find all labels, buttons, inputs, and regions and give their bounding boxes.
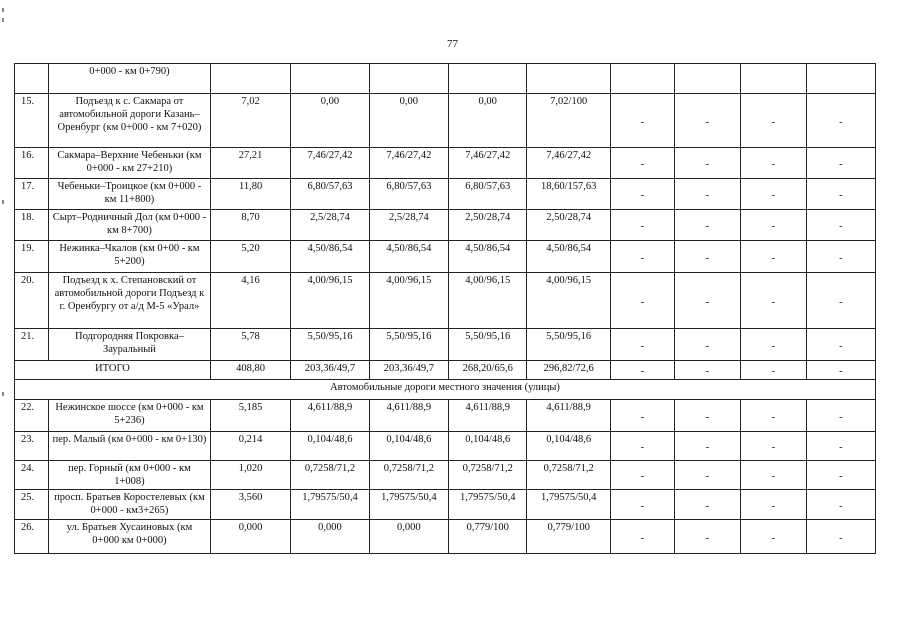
table-section-header (15, 380, 876, 400)
table-row (15, 461, 876, 490)
value-cell: 1,79575/50,4 (291, 490, 369, 520)
dash-cell: - (806, 520, 875, 554)
value-cell: 268,20/65,6 (449, 361, 527, 380)
value-cell: 4,00/96,15 (527, 273, 611, 329)
dash-cell: - (610, 520, 674, 554)
dash-cell: - (806, 273, 875, 329)
value-cell: 5,50/95,16 (527, 329, 611, 361)
dash-cell: - (610, 94, 674, 148)
dash-cell: - (674, 361, 740, 380)
road-name-cell: Подъезд к с. Сакмара от автомобильной дороги Казань–Оренбург (км 0+000 - км 7+020) (49, 94, 211, 148)
value-cell: 0,779/100 (449, 520, 527, 554)
total-label-cell: ИТОГО (15, 361, 211, 380)
length-cell: 5,185 (210, 400, 290, 432)
dash-cell: - (740, 329, 806, 361)
value-cell: 7,46/27,42 (369, 148, 448, 179)
row-number-cell: 18. (15, 210, 49, 241)
value-cell: 6,80/57,63 (449, 179, 527, 210)
table-row (15, 241, 876, 273)
dash-cell: - (740, 179, 806, 210)
value-cell: 4,50/86,54 (291, 241, 369, 273)
value-cell: 296,82/72,6 (527, 361, 611, 380)
value-cell: 6,80/57,63 (291, 179, 369, 210)
value-cell: 4,00/96,15 (369, 273, 448, 329)
table-row-continuation (15, 64, 876, 94)
dash-cell: - (610, 361, 674, 380)
dash-cell: - (610, 329, 674, 361)
road-name-cell: 0+000 - км 0+790) (49, 64, 211, 94)
dash-cell: - (610, 241, 674, 273)
value-cell: 0,00 (369, 94, 448, 148)
dash-cell: - (740, 148, 806, 179)
row-number-cell: 20. (15, 273, 49, 329)
road-name-cell: Сырт–Родничный Дол (км 0+000 - км 8+700) (49, 210, 211, 241)
dash-cell: - (610, 461, 674, 490)
dash-cell: - (740, 361, 806, 380)
value-cell: 6,80/57,63 (369, 179, 448, 210)
dash-cell: - (806, 361, 875, 380)
value-cell: 7,46/27,42 (291, 148, 369, 179)
road-name-cell: Подъезд к х. Степановский от автомобильной дороги Подъезд к г. Оренбургу от а/д М-5 «Урал» (49, 273, 211, 329)
dash-cell: - (610, 490, 674, 520)
table-row (15, 179, 876, 210)
road-name-cell: Нежинка–Чкалов (км 0+00 - км 5+200) (49, 241, 211, 273)
table-row (15, 432, 876, 461)
length-cell: 4,16 (210, 273, 290, 329)
row-number-cell: 22. (15, 400, 49, 432)
table-row (15, 400, 876, 432)
table-row (15, 329, 876, 361)
table-row (15, 490, 876, 520)
value-cell: 0,104/48,6 (369, 432, 448, 461)
dash-cell: - (740, 210, 806, 241)
dash-cell: - (806, 461, 875, 490)
value-cell: 0,7258/71,2 (369, 461, 448, 490)
value-cell: 5,50/95,16 (369, 329, 448, 361)
dash-cell: - (740, 490, 806, 520)
scan-mark (2, 200, 4, 204)
table-row (15, 273, 876, 329)
dash-cell: - (806, 241, 875, 273)
dash-cell: - (674, 400, 740, 432)
dash-cell: - (674, 94, 740, 148)
dash-cell: - (806, 400, 875, 432)
value-cell: 0,104/48,6 (449, 432, 527, 461)
dash-cell: - (610, 273, 674, 329)
dash-cell: - (610, 432, 674, 461)
dash-cell: - (740, 432, 806, 461)
row-number-cell: 25. (15, 490, 49, 520)
length-cell: 408,80 (210, 361, 290, 380)
value-cell: 4,611/88,9 (369, 400, 448, 432)
table-row (15, 210, 876, 241)
dash-cell: - (610, 400, 674, 432)
dash-cell: - (806, 210, 875, 241)
dash-cell: - (740, 520, 806, 554)
dash-cell: - (740, 241, 806, 273)
value-cell: 4,611/88,9 (527, 400, 611, 432)
row-number-cell: 23. (15, 432, 49, 461)
dash-cell: - (806, 432, 875, 461)
roads-table (14, 63, 876, 554)
value-cell: 203,36/49,7 (291, 361, 369, 380)
dash-cell: - (806, 148, 875, 179)
row-number-cell: 15. (15, 94, 49, 148)
dash-cell: - (674, 241, 740, 273)
table-row (15, 148, 876, 179)
row-number-cell: 19. (15, 241, 49, 273)
road-name-cell: просп. Братьев Коростелевых (км 0+000 - км3+265) (49, 490, 211, 520)
road-name-cell: пер. Горный (км 0+000 - км 1+008) (49, 461, 211, 490)
scan-mark (2, 8, 4, 12)
road-name-cell: Сакмара–Верхние Чебеньки (км 0+000 - км 27+210) (49, 148, 211, 179)
value-cell: 4,50/86,54 (449, 241, 527, 273)
value-cell: 0,104/48,6 (527, 432, 611, 461)
dash-cell: - (674, 490, 740, 520)
length-cell: 5,20 (210, 241, 290, 273)
dash-cell: - (806, 490, 875, 520)
length-cell: 5,78 (210, 329, 290, 361)
row-number-cell: 16. (15, 148, 49, 179)
dash-cell: - (674, 329, 740, 361)
page-number: 77 (447, 38, 458, 50)
value-cell: 7,02/100 (527, 94, 611, 148)
dash-cell: - (740, 94, 806, 148)
value-cell: 4,611/88,9 (449, 400, 527, 432)
value-cell: 5,50/95,16 (449, 329, 527, 361)
length-cell: 3,560 (210, 490, 290, 520)
dash-cell: - (674, 210, 740, 241)
dash-cell: - (610, 148, 674, 179)
dash-cell: - (674, 461, 740, 490)
value-cell: 1,79575/50,4 (369, 490, 448, 520)
dash-cell: - (674, 273, 740, 329)
dash-cell: - (740, 461, 806, 490)
row-number-cell: 21. (15, 329, 49, 361)
dash-cell: - (674, 179, 740, 210)
length-cell: 27,21 (210, 148, 290, 179)
value-cell: 203,36/49,7 (369, 361, 448, 380)
value-cell: 0,00 (291, 94, 369, 148)
scan-mark (2, 18, 4, 22)
road-name-cell: Нежинское шоссе (км 0+000 - км 5+236) (49, 400, 211, 432)
value-cell: 0,779/100 (527, 520, 611, 554)
value-cell: 4,50/86,54 (527, 241, 611, 273)
dash-cell: - (806, 179, 875, 210)
table-row (15, 94, 876, 148)
row-number-cell: 17. (15, 179, 49, 210)
road-name-cell: ул. Братьев Хусаиновых (км 0+000 км 0+000) (49, 520, 211, 554)
dash-cell: - (806, 94, 875, 148)
dash-cell: - (674, 432, 740, 461)
value-cell: 2,5/28,74 (369, 210, 448, 241)
scan-mark (2, 392, 4, 396)
value-cell: 0,000 (369, 520, 448, 554)
dash-cell: - (740, 400, 806, 432)
value-cell: 1,79575/50,4 (527, 490, 611, 520)
value-cell: 4,00/96,15 (291, 273, 369, 329)
row-number-cell (15, 64, 49, 94)
dash-cell: - (610, 210, 674, 241)
dash-cell: - (740, 273, 806, 329)
value-cell: 1,79575/50,4 (449, 490, 527, 520)
value-cell: 7,46/27,42 (449, 148, 527, 179)
value-cell: 2,5/28,74 (291, 210, 369, 241)
value-cell: 0,7258/71,2 (527, 461, 611, 490)
value-cell: 7,46/27,42 (527, 148, 611, 179)
value-cell: 4,50/86,54 (369, 241, 448, 273)
value-cell: 2,50/28,74 (449, 210, 527, 241)
length-cell: 0,000 (210, 520, 290, 554)
value-cell: 5,50/95,16 (291, 329, 369, 361)
value-cell: 0,7258/71,2 (291, 461, 369, 490)
length-cell: 11,80 (210, 179, 290, 210)
dash-cell: - (610, 179, 674, 210)
section-title: Автомобильные дороги местного значения (улицы) (15, 380, 876, 400)
table-row (15, 520, 876, 554)
road-name-cell: Подгородняя Покровка– Зауральный (49, 329, 211, 361)
value-cell: 2,50/28,74 (527, 210, 611, 241)
length-cell: 1,020 (210, 461, 290, 490)
value-cell: 0,7258/71,2 (449, 461, 527, 490)
dash-cell: - (674, 148, 740, 179)
row-number-cell: 24. (15, 461, 49, 490)
length-cell: 8,70 (210, 210, 290, 241)
dash-cell: - (806, 329, 875, 361)
value-cell: 0,000 (291, 520, 369, 554)
length-cell: 0,214 (210, 432, 290, 461)
value-cell: 0,104/48,6 (291, 432, 369, 461)
road-name-cell: пер. Малый (км 0+000 - км 0+130) (49, 432, 211, 461)
value-cell: 0,00 (449, 94, 527, 148)
road-name-cell: Чебеньки–Троицкое (км 0+000 - км 11+800) (49, 179, 211, 210)
value-cell: 18,60/157,63 (527, 179, 611, 210)
dash-cell: - (674, 520, 740, 554)
length-cell: 7,02 (210, 94, 290, 148)
value-cell: 4,611/88,9 (291, 400, 369, 432)
row-number-cell: 26. (15, 520, 49, 554)
value-cell: 4,00/96,15 (449, 273, 527, 329)
table-row-total (15, 361, 876, 380)
